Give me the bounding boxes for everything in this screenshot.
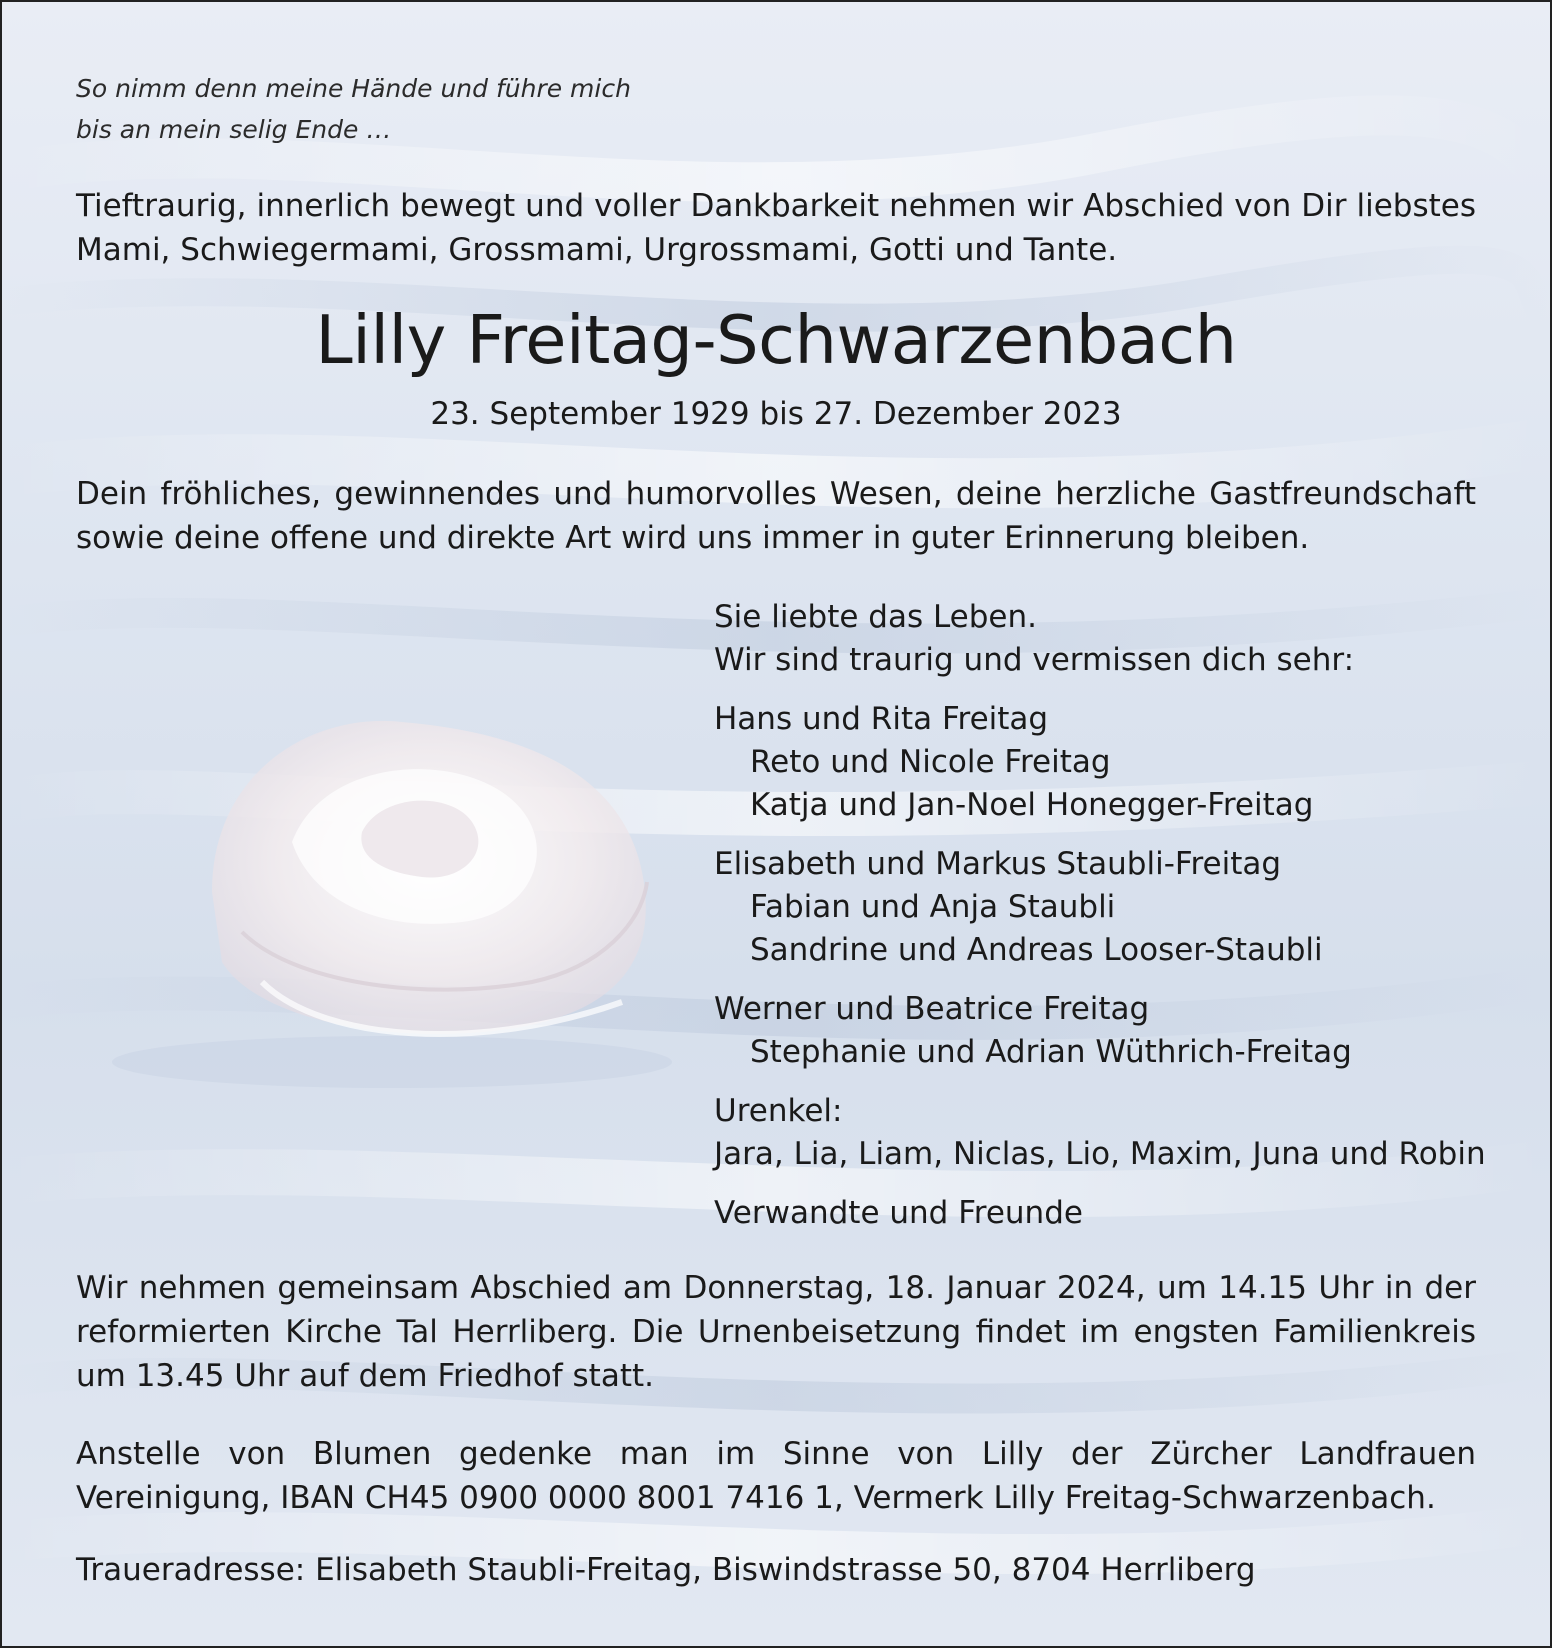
family-member: Katja und Jan-Noel Honegger-Freitag: [750, 787, 1314, 823]
mourning-address: Traueradresse: Elisabeth Staubli-Freitag, Biswindstrasse 50, 8704 Herrliberg: [76, 1552, 1256, 1588]
great-grandchildren-names: Jara, Lia, Liam, Niclas, Lio, Maxim, Juna und Robin: [714, 1136, 1486, 1172]
mourners-opening: Wir sind traurig und vermissen dich sehr:: [714, 642, 1355, 678]
family-member: Hans und Rita Freitag: [714, 701, 1049, 737]
tribute-text: Dein fröhliches, gewinnendes und humorvolles Wesen, deine herzliche Gastfreundschaft sowie deine offene und direkte Art wird uns immer in guter Erinnerung bleiben.: [76, 476, 1476, 556]
motto-line: bis an mein selig Ende …: [76, 115, 392, 144]
mourners-opening: Sie liebte das Leben.: [714, 599, 1038, 635]
family-member: Reto und Nicole Freitag: [750, 744, 1111, 780]
mourners-list: [714, 596, 1514, 1235]
family-member: Stephanie und Adrian Wüthrich-Freitag: [750, 1034, 1352, 1070]
life-dates: 23. September 1929 bis 27. Dezember 2023: [430, 396, 1122, 432]
deceased-name: Lilly Freitag-Schwarzenbach: [315, 301, 1237, 379]
obituary-content: [2, 2, 1550, 1646]
intro-text: Tieftraurig, innerlich bewegt und voller Dankbarkeit nehmen wir Abschied von Dir liebstes Mami, Schwiegermami, Grossmami, Urgrossmami, Gotti und Tante.: [76, 188, 1476, 268]
great-grandchildren-label: Urenkel:: [714, 1093, 843, 1129]
family-member: Sandrine und Andreas Looser-Staubli: [750, 932, 1323, 968]
family-member: Elisabeth und Markus Staubli-Freitag: [714, 846, 1282, 882]
relatives-and-friends: Verwandte und Freunde: [714, 1195, 1083, 1231]
donation-text: Anstelle von Blumen gedenke man im Sinne von Lilly der Zürcher Landfrauen Vereinigung, IBAN CH45 0900 0000 8001 7416 1, Vermerk Lilly Freitag-Schwarzenbach.: [76, 1436, 1476, 1516]
ceremony-text: Wir nehmen gemeinsam Abschied am Donnerstag, 18. Januar 2024, um 14.15 Uhr in der reformierten Kirche Tal Herrliberg. Die Urnenbeisetzung findet im engsten Familienkreis um 13.45 Uhr auf dem Friedhof statt.: [76, 1270, 1476, 1394]
family-member: Werner und Beatrice Freitag: [714, 991, 1150, 1027]
motto-verse: [76, 68, 976, 150]
family-member: Fabian und Anja Staubli: [750, 889, 1116, 925]
motto-line: So nimm denn meine Hände und führe mich: [76, 74, 631, 103]
